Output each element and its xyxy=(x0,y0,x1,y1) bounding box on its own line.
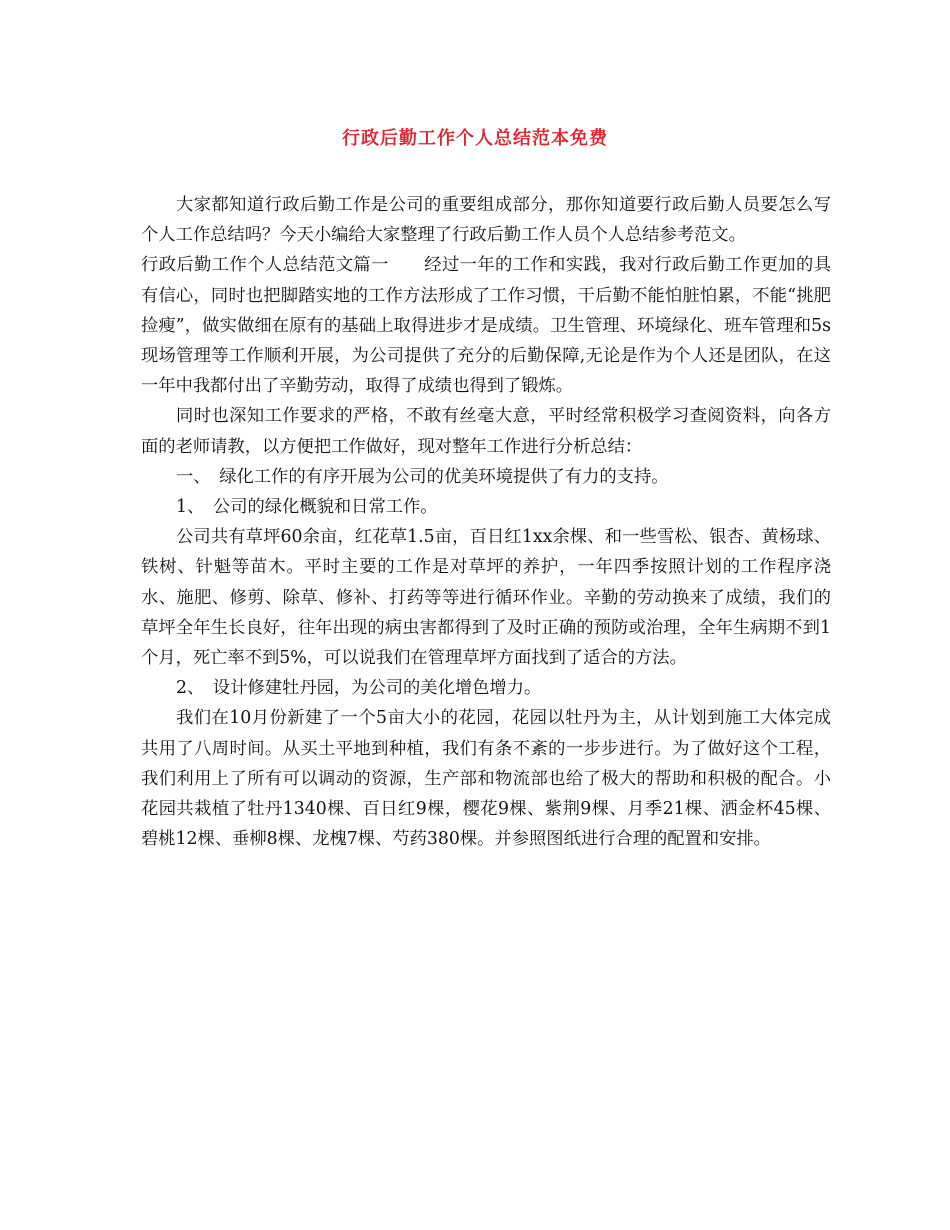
heading-level2: 1、 公司的绿化概貌和日常工作。 xyxy=(176,497,438,518)
intro-paragraph: 大家都知道行政后勤工作是公司的重要组成部分，那你知道要行政后勤人员要怎么写个人工作总结吗？今天小编给大家整理了行政后勤工作人员个人总结参考范文。 xyxy=(141,195,831,246)
section-paragraph: 行政后勤工作个人总结范文篇一 经过一年的工作和实践，我对行政后勤工作更加的具有信心，同时也把脚踏实地的工作方法形成了工作习惯，干后勤不能怕脏怕累，不能“挑肥捡瘦”，做实做细在原有的基础上取得进步才是成绩。卫生管理、环境绿化、班车管理和5s现场管理等工作顺利开展，为公司提供了充分的后勤保障,无论是作为个人还是团队，在这一年中我都付出了辛勤劳动，取得了成绩也得到了锻炼。 xyxy=(141,255,831,397)
body-paragraph: 同时也深知工作要求的严格，不敢有丝毫大意，平时经常积极学习查阅资料，向各方面的老师请教，以方便把工作做好，现对整年工作进行分析总结： xyxy=(141,406,831,457)
heading-level2: 2、 设计修建牡丹园，为公司的美化增色增力。 xyxy=(176,678,542,699)
document-title: 行政后勤工作个人总结范本免费 xyxy=(342,128,608,149)
heading-level1: 一、 绿化工作的有序开展为公司的优美环境提供了有力的支持。 xyxy=(176,466,669,487)
body-paragraph: 我们在10月份新建了一个5亩大小的花园，花园以牡丹为主，从计划到施工大体完成共用了八周时间。从买土平地到种植，我们有条不紊的一步步进行。为了做好这个工程，我们利用上了所有可以调动的资源，生产部和物流部也给了极大的帮助和积极的配合。小花园共栽植了牡丹1340棵、百日红9棵，樱花9棵、紫荆9棵、月季21棵、洒金杯45棵、碧桃12棵、垂柳8棵、龙槐7棵、芍药380棵。并参照图纸进行合理的配置和安排。 xyxy=(141,708,831,850)
document-body xyxy=(141,190,831,854)
body-paragraph: 公司共有草坪60余亩，红花草1.5亩，百日红1xx余棵、和一些雪松、银杏、黄杨球、铁树、针魁等苗木。平时主要的工作是对草坪的养护，一年四季按照计划的工作程序浇水、施肥、修剪、除草、修补、打药等等进行循环作业。辛勤的劳动换来了成绩，我们的草坪全年生长良好，往年出现的病虫害都得到了及时正确的预防或治理，全年生病期不到1个月，死亡率不到5%，可以说我们在管理草坪方面找到了适合的方法。 xyxy=(141,527,831,669)
